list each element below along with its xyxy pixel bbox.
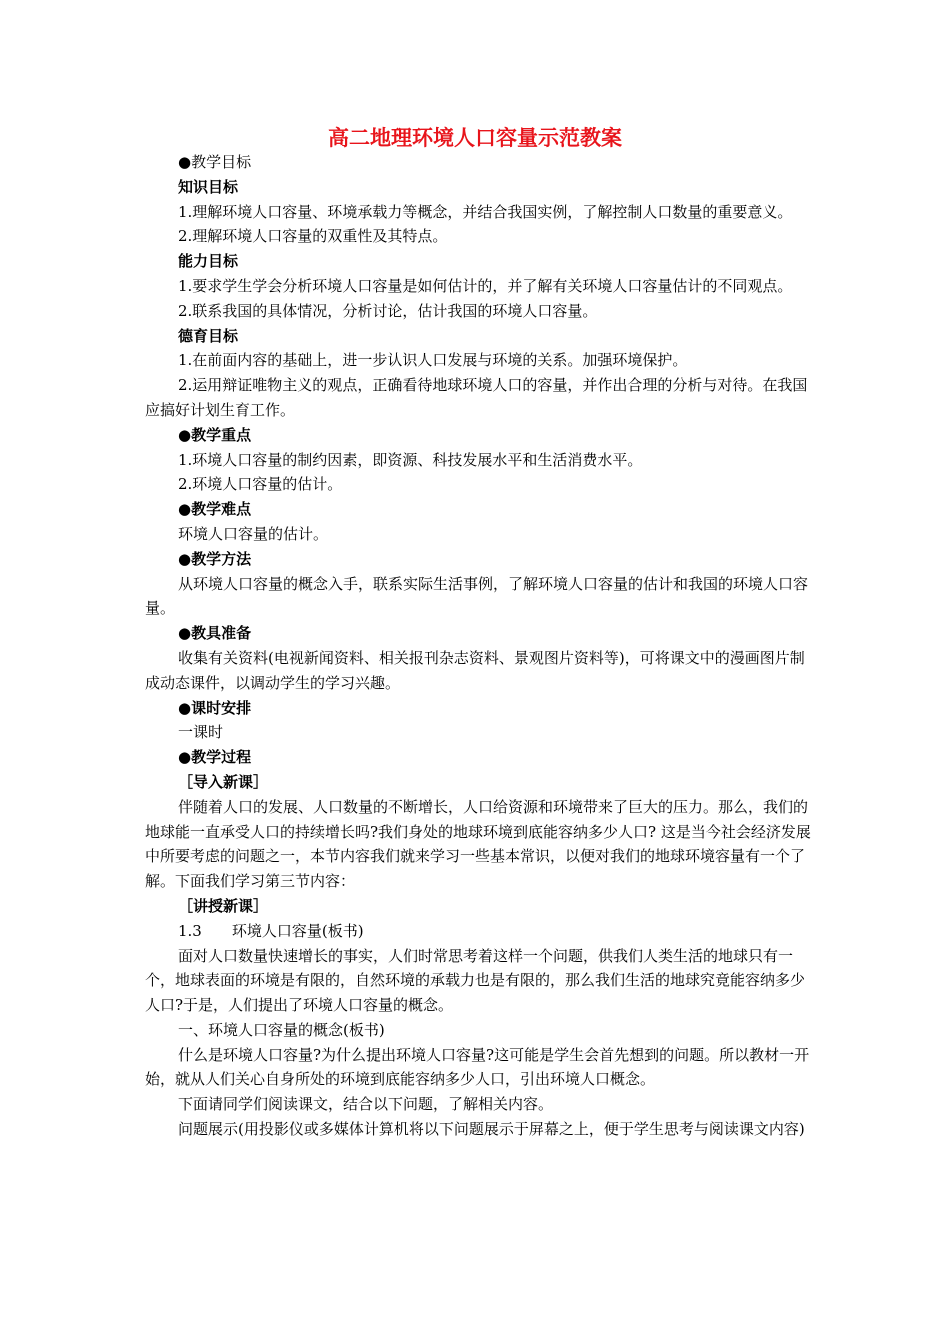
body-paragraph: 1.在前面内容的基础上，进一步认识人口发展与环境的关系。加强环境保护。 (178, 351, 688, 370)
body-paragraph: 伴随着人口的发展、人口数量的不断增长，人口给资源和环境带来了巨大的压力。那么，我们的地球能一直承受人口的持续增长吗?我们身处的地球环境到底能容纳多少人口? 这是当今社会经济发展中所要考虑的问题之一，本节内容我们就来学习一些基本常识，以便对我们的地球环境容量有一个了解。下面我们学习第三节内容： (145, 797, 811, 891)
section-heading: 知识目标 (178, 177, 239, 196)
section-heading: ●教学难点 (178, 500, 252, 519)
body-paragraph: 2.环境人口容量的估计。 (178, 475, 343, 494)
body-paragraph: 1.环境人口容量的制约因素，即资源、科技发展水平和生活消费水平。 (178, 450, 643, 469)
body-paragraph: 下面请同学们阅读课文，结合以下问题，了解相关内容。 (178, 1095, 554, 1114)
section-heading: 能力目标 (178, 252, 239, 271)
section-heading: ●课时安排 (178, 698, 252, 717)
body-paragraph: 1.3 环境人口容量(板书) (178, 921, 364, 940)
section-heading: 德育目标 (178, 326, 239, 345)
body-paragraph: 收集有关资料(电视新闻资料、相关报刊杂志资料、景观图片资料等)，可将课文中的漫画图片制成动态课件，以调动学生的学习兴趣。 (145, 648, 805, 692)
body-paragraph: 2.联系我国的具体情况，分析讨论，估计我国的环境人口容量。 (178, 301, 598, 320)
document-title: 高二地理环境人口容量示范教案 (328, 126, 622, 150)
body-paragraph: 一课时 (178, 723, 224, 742)
body-paragraph: 从环境人口容量的概念入手，联系实际生活事例，了解环境人口容量的估计和我国的环境人口容量。 (145, 574, 809, 618)
section-heading: ［导入新课］ (178, 772, 269, 791)
body-paragraph: 2.理解环境人口容量的双重性及其特点。 (178, 227, 448, 246)
body-paragraph: 面对人口数量快速增长的事实，人们时常思考着这样一个问题，供我们人类生活的地球只有一个，地球表面的环境是有限的，自然环境的承载力也是有限的，那么我们生活的地球究竟能容纳多少人口?于是，人们提出了环境人口容量的概念。 (145, 946, 806, 1015)
section-heading: ●教学目标 (178, 153, 252, 171)
section-heading: ●教具准备 (178, 624, 252, 643)
section-heading: ●教学重点 (178, 425, 252, 444)
section-heading: ●教学方法 (178, 549, 252, 568)
body-paragraph: 什么是环境人口容量?为什么提出环境人口容量?这可能是学生会首先想到的问题。所以教材一开始，就从人们关心自身所处的环境到底能容纳多少人口，引出环境人口概念。 (145, 1045, 810, 1089)
body-paragraph: 2.运用辩证唯物主义的观点，正确看待地球环境人口的容量，并作出合理的分析与对待。在我国应搞好计划生育工作。 (145, 376, 808, 419)
section-heading: ［讲授新课］ (178, 896, 269, 915)
body-paragraph: 1.要求学生学会分析环境人口容量是如何估计的，并了解有关环境人口容量估计的不同观点。 (178, 276, 793, 295)
body-paragraph: 1.理解环境人口容量、环境承载力等概念，并结合我国实例，了解控制人口数量的重要意义。 (178, 202, 793, 221)
section-heading: ●教学过程 (178, 748, 252, 767)
document-body (145, 150, 813, 1142)
body-paragraph: 问题展示(用投影仪或多媒体计算机将以下问题展示于屏幕之上，便于学生思考与阅读课文内容) (178, 1120, 805, 1139)
body-paragraph: 一、环境人口容量的概念(板书) (178, 1020, 385, 1039)
body-paragraph: 环境人口容量的估计。 (178, 524, 329, 543)
